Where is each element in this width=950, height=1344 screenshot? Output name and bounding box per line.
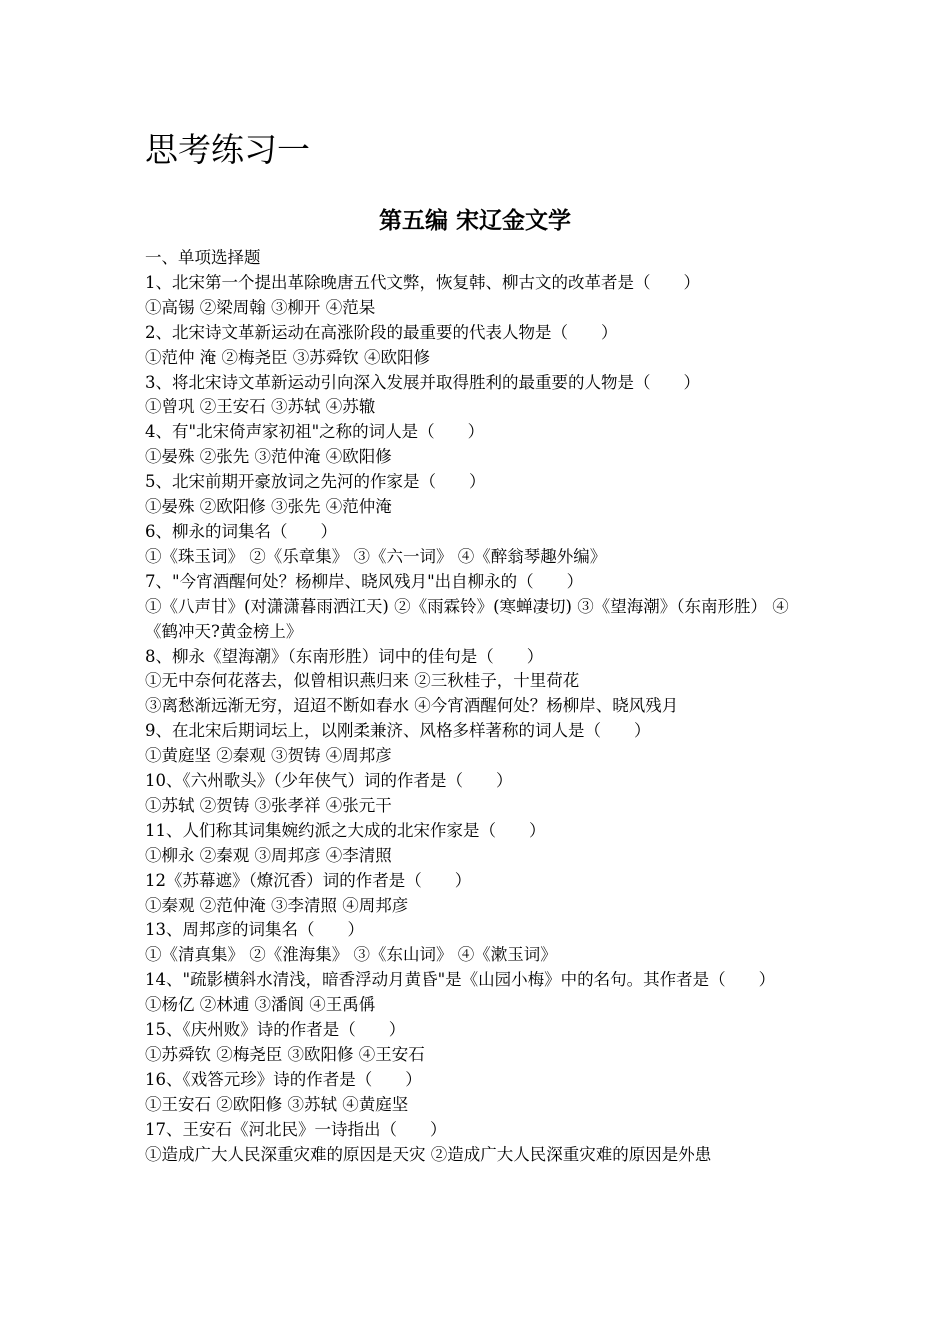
- question-line: ①高锡 ②梁周翰 ③柳开 ④范杲: [145, 297, 376, 317]
- document-title: 思考练习一: [145, 130, 310, 169]
- question-line: ①苏舜钦 ②梅尧臣 ③欧阳修 ④王安石: [145, 1045, 425, 1064]
- question-line: ①黄庭坚 ②秦观 ③贺铸 ④周邦彦: [145, 746, 392, 766]
- question-line: ①晏殊 ②欧阳修 ③张先 ④范仲淹: [145, 497, 392, 517]
- question-line: 7、"今宵酒醒何处？杨柳岸、晓风残月"出自柳永的（ ）: [145, 571, 584, 591]
- question-line: 4、有"北宋倚声家初祖"之称的词人是（ ）: [145, 422, 485, 442]
- section-title: 第五编 宋辽金文学: [378, 207, 571, 234]
- question-line: 8、柳永《望海潮》（东南形胜）词中的佳句是（ ）: [145, 646, 544, 666]
- question-line: 6、柳永的词集名（ ）: [145, 521, 337, 541]
- question-line: ①杨亿 ②林逋 ③潘阆 ④王禹偁: [145, 995, 376, 1015]
- question-line: 13、周邦彦的词集名（ ）: [145, 920, 364, 940]
- question-line: ①晏殊 ②张先 ③范仲淹 ④欧阳修: [145, 447, 392, 467]
- question-line: 15、《庆州败》诗的作者是（ ）: [145, 1020, 406, 1040]
- question-line: 9、在北宋后期词坛上，以刚柔兼济、风格多样著称的词人是（ ）: [145, 721, 651, 741]
- question-line: ①造成广大人民深重灾难的原因是天灾 ②造成广大人民深重灾难的原因是外患: [145, 1144, 712, 1164]
- question-line: 16、《戏答元珍》诗的作者是（ ）: [145, 1069, 422, 1089]
- question-line: 3、将北宋诗文革新运动引向深入发展并取得胜利的最重要的人物是（ ）: [145, 372, 700, 392]
- question-line: 10、《六州歌头》（少年侠气）词的作者是（ ）: [145, 771, 513, 791]
- question-line: 1、北宋第一个提出革除晚唐五代文弊，恢复韩、柳古文的改革者是（ ）: [145, 272, 700, 292]
- question-line: 12《苏幕遮》（燎沉香）词的作者是（ ）: [145, 870, 472, 890]
- question-line: 11、人们称其词集婉约派之大成的北宋作家是（ ）: [145, 820, 546, 840]
- question-line: ①王安石 ②欧阳修 ③苏轼 ④黄庭坚: [145, 1094, 409, 1114]
- question-line: ③离愁渐远渐无穷，迢迢不断如春水 ④今宵酒醒何处？杨柳岸、晓风残月: [145, 696, 679, 716]
- question-line: ①《珠玉词》 ②《乐章集》 ③《六一词》 ④《醉翁琴趣外编》: [145, 546, 607, 566]
- question-line: 2、北宋诗文革新运动在高涨阶段的最重要的代表人物是（ ）: [145, 322, 618, 342]
- question-line: ①苏轼 ②贺铸 ③张孝祥 ④张元干: [145, 795, 392, 815]
- question-list: [145, 246, 810, 1168]
- section-heading: 一、单项选择题: [145, 248, 261, 267]
- question-line: ①柳永 ②秦观 ③周邦彦 ④李清照: [145, 845, 392, 865]
- question-line: 17、王安石《河北民》一诗指出（ ）: [145, 1119, 447, 1139]
- question-line: ①无中奈何花落去，似曾相识燕归来 ②三秋桂子，十里荷花: [145, 671, 580, 691]
- question-line: ①《八声甘》(对潇潇暮雨洒江天) ②《雨霖铃》(寒蝉凄切) ③《望海潮》（东南形胜） ④《鹤冲天?黄金榜上》: [145, 596, 789, 641]
- question-line: ①秦观 ②范仲淹 ③李清照 ④周邦彦: [145, 895, 409, 915]
- question-line: ①《清真集》 ②《淮海集》 ③《东山词》 ④《漱玉词》: [145, 945, 557, 965]
- question-line: ①曾巩 ②王安石 ③苏轼 ④苏辙: [145, 397, 376, 417]
- question-line: 14、"疏影横斜水清浅，暗香浮动月黄昏"是《山园小梅》中的名句。其作者是（ ）: [145, 970, 776, 990]
- question-line: ①范仲 淹 ②梅尧臣 ③苏舜钦 ④欧阳修: [145, 347, 430, 367]
- question-line: 5、北宋前期开豪放词之先河的作家是（ ）: [145, 472, 486, 492]
